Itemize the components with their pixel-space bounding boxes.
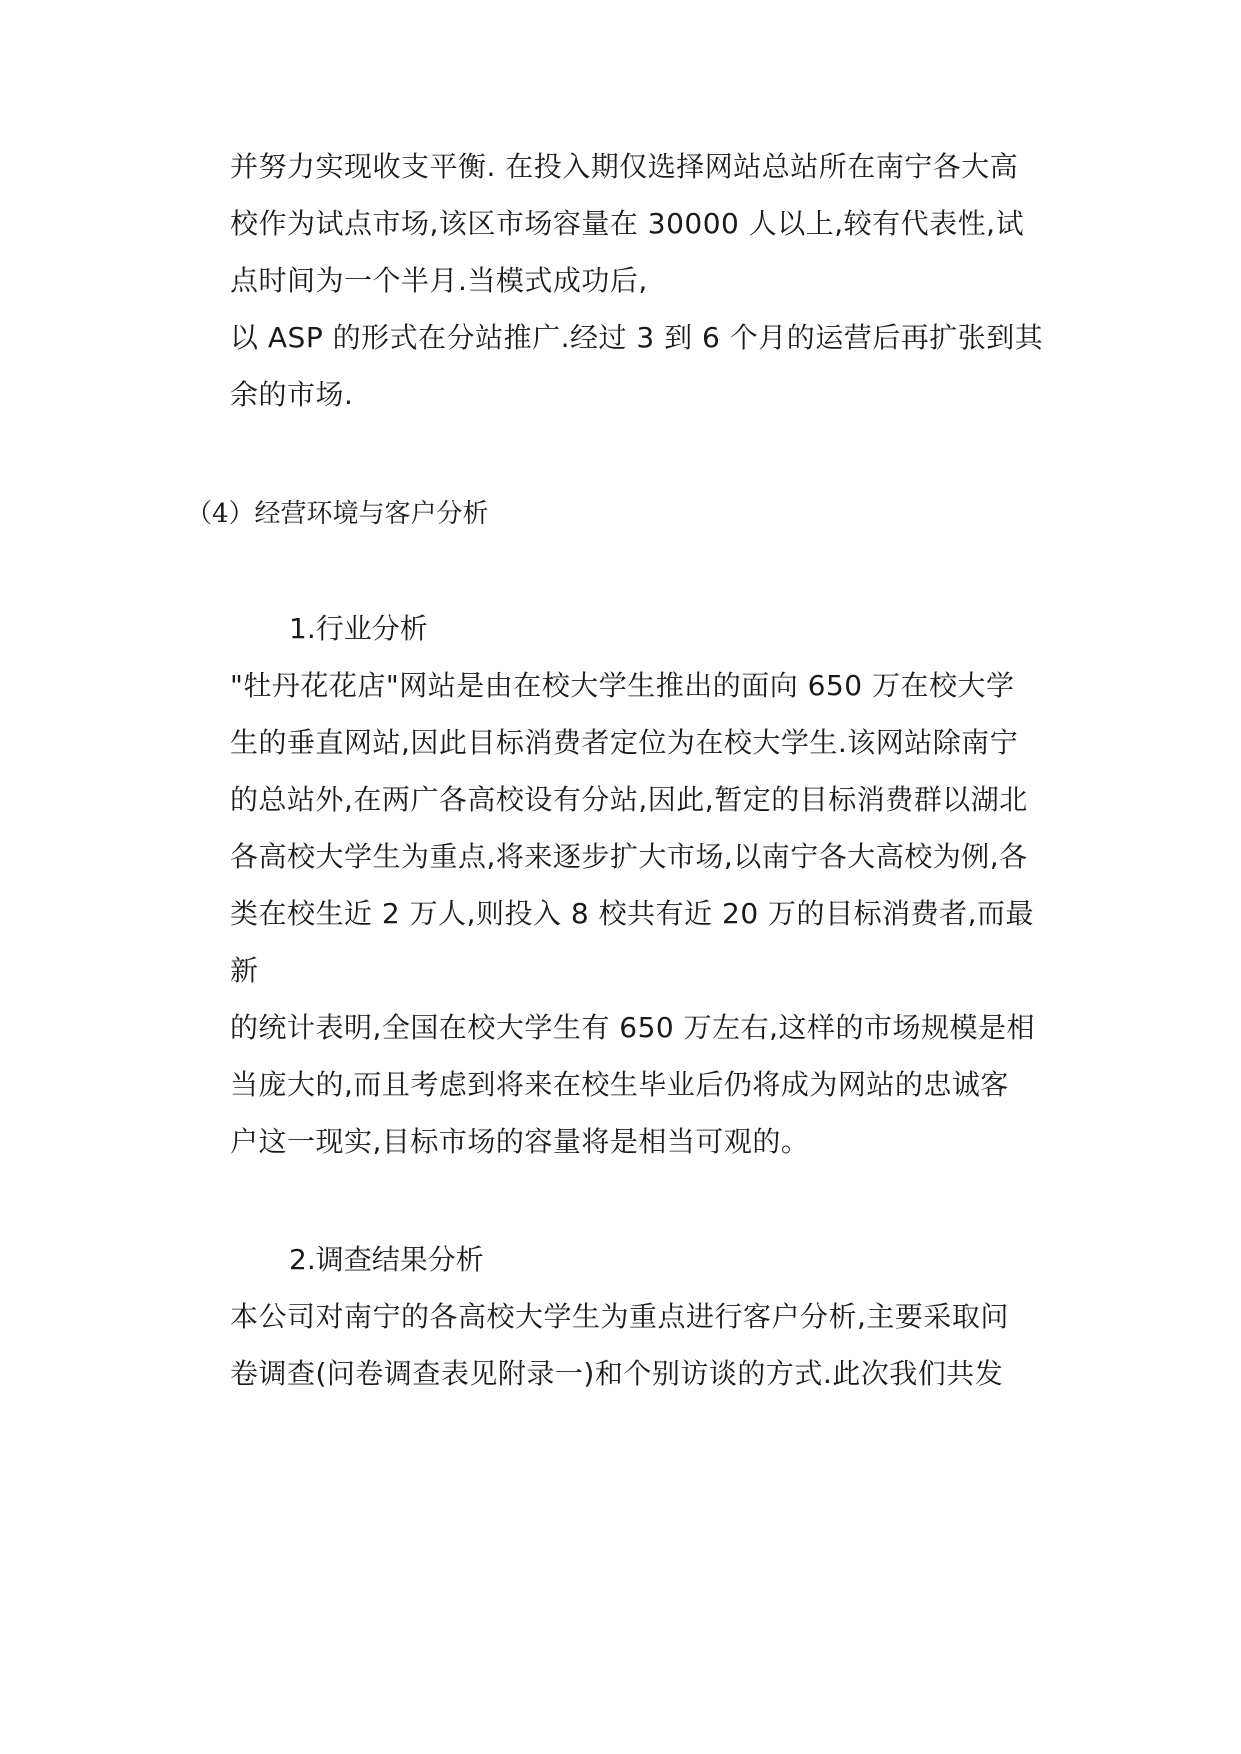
paragraph-line: 生的垂直网站,因此目标消费者定位为在校大学生.该网站除南宁 — [230, 726, 1019, 759]
paragraph-line: 点时间为一个半月.当模式成功后, — [230, 264, 648, 297]
paragraph-line: 新 — [230, 954, 259, 987]
paragraph-line: 并努力实现收支平衡. 在投入期仅选择网站总站所在南宁各大高 — [230, 150, 1019, 183]
paragraph-line: 类在校生近 2 万人,则投入 8 校共有近 20 万的目标消费者,而最 — [230, 897, 1034, 930]
paragraph-line: 余的市场. — [230, 378, 354, 411]
paragraph-line: 户这一现实,目标市场的容量将是相当可观的。 — [230, 1125, 810, 1158]
paragraph-line: 当庞大的,而且考虑到将来在校生毕业后仍将成为网站的忠诚客 — [230, 1068, 1009, 1101]
subsection-heading-industry: 1.行业分析 — [289, 612, 428, 645]
paragraph-line: "牡丹花花店"网站是由在校大学生推出的面向 650 万在校大学 — [230, 669, 1015, 702]
paragraph-line: 的总站外,在两广各高校设有分站,因此,暂定的目标消费群以湖北 — [230, 783, 1028, 816]
paragraph-line: 以 ASP 的形式在分站推广.经过 3 到 6 个月的运营后再扩张到其 — [230, 321, 1044, 354]
subsection-heading-survey: 2.调查结果分析 — [289, 1243, 484, 1276]
section-heading: （4）经营环境与客户分析 — [186, 499, 489, 529]
paragraph-line: 本公司对南宁的各高校大学生为重点进行客户分析,主要采取问 — [230, 1300, 1009, 1333]
paragraph-line: 的统计表明,全国在校大学生有 650 万左右,这样的市场规模是相 — [230, 1011, 1036, 1044]
paragraph-line: 校作为试点市场,该区市场容量在 30000 人以上,较有代表性,试 — [230, 207, 1025, 240]
paragraph-line: 卷调查(问卷调查表见附录一)和个别访谈的方式.此次我们共发 — [230, 1357, 1004, 1390]
paragraph-line: 各高校大学生为重点,将来逐步扩大市场,以南宁各大高校为例,各 — [230, 840, 1028, 873]
